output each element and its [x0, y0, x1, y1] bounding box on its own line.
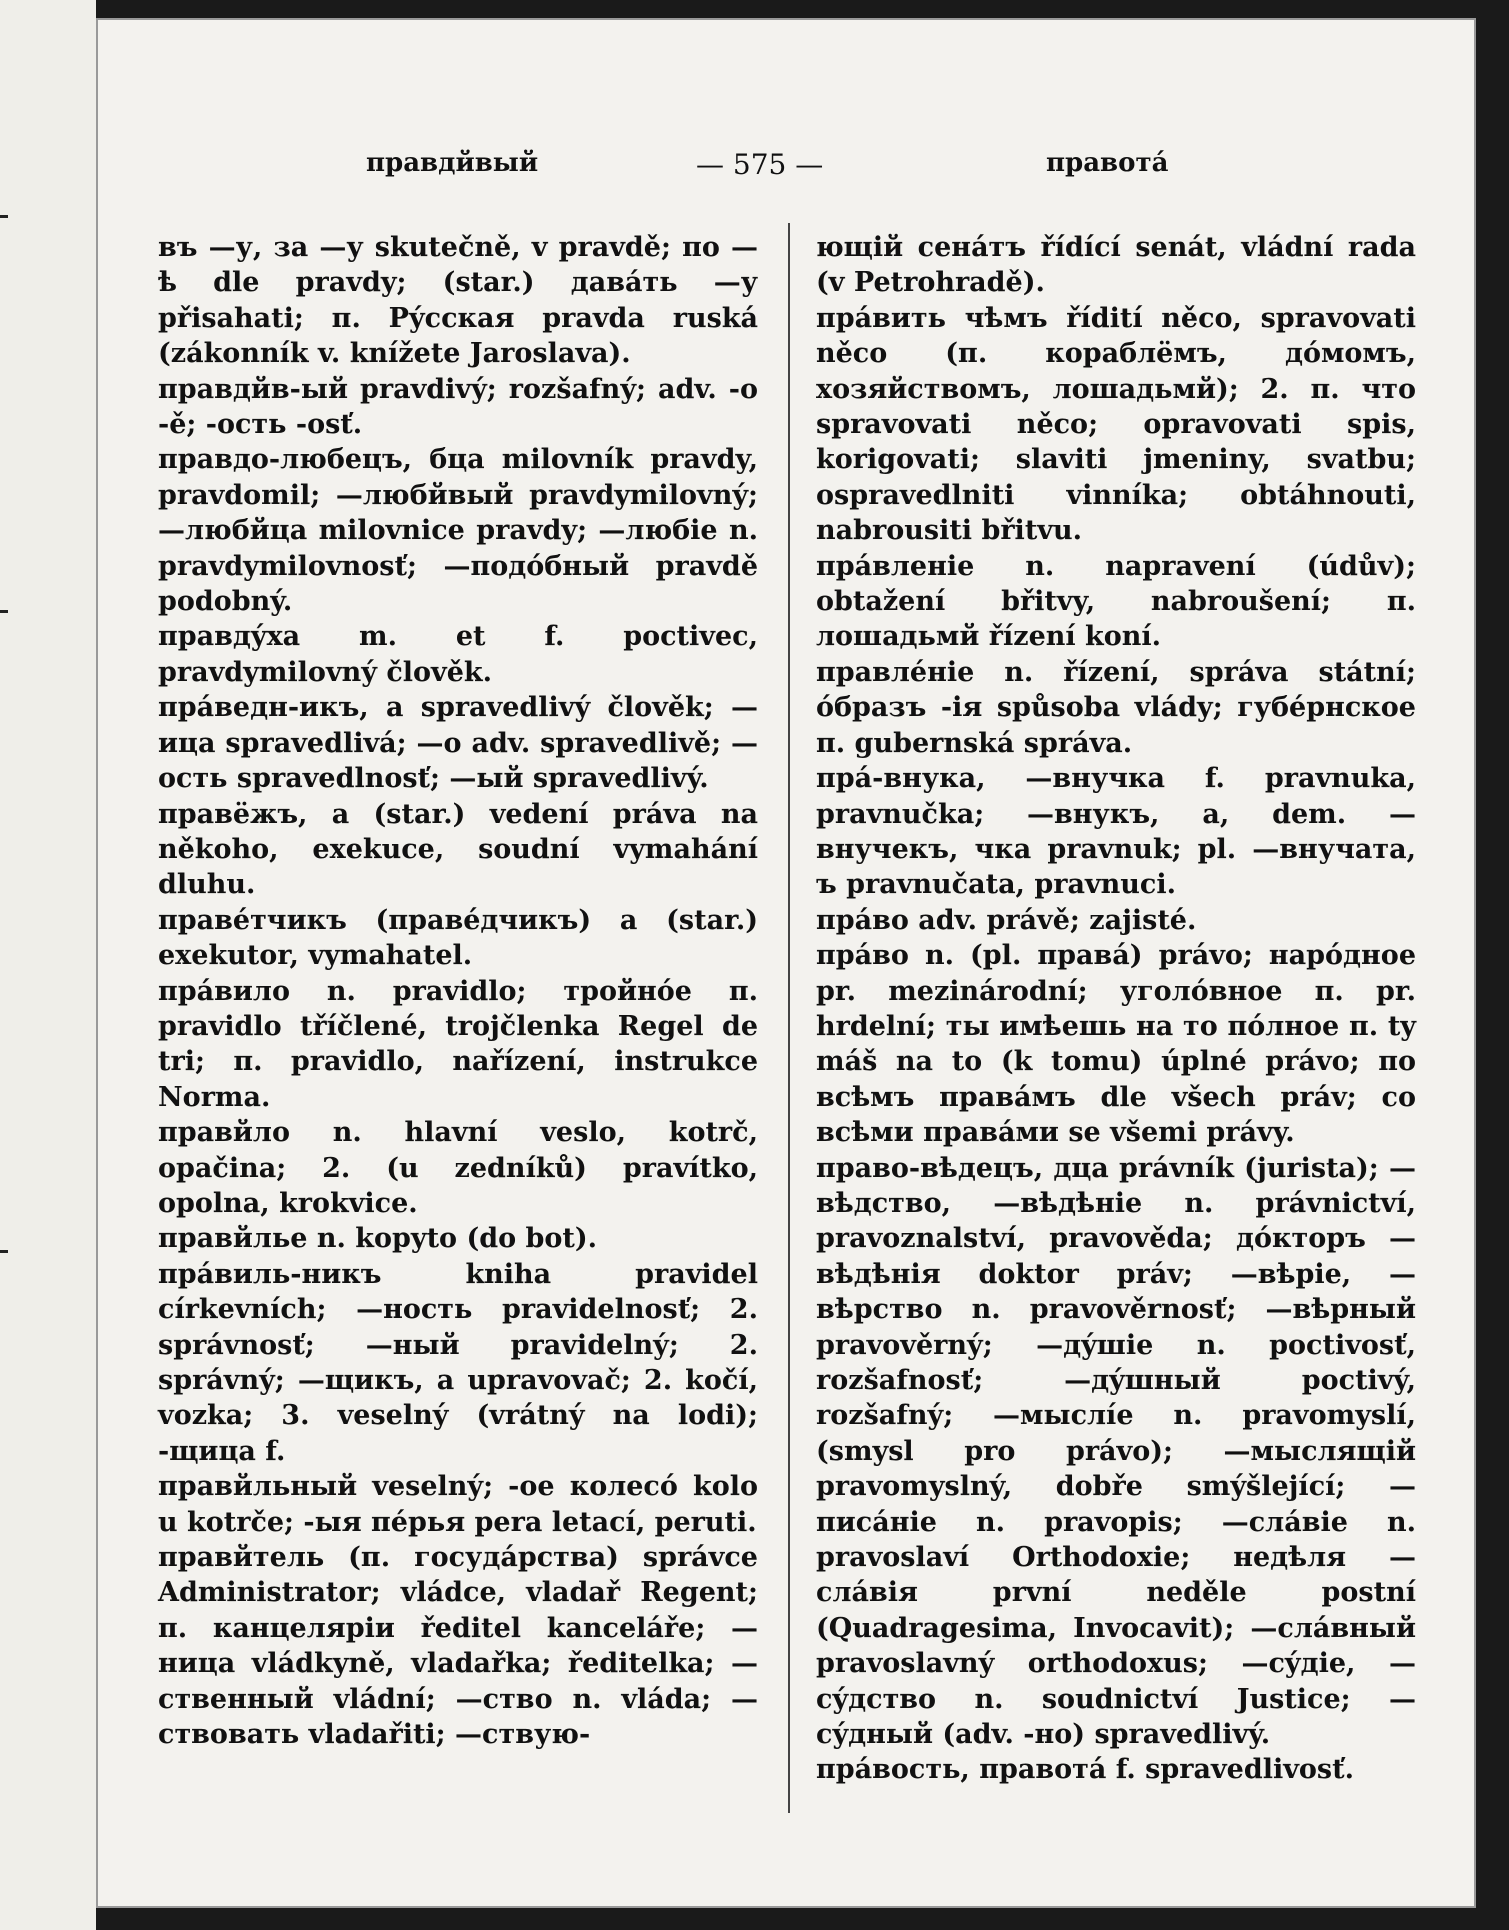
- dictionary-entry: правлéніе n. řízení, správa státní; óбразъ -ія spůsoba vlády; губéрнское п. gubernská správa.: [816, 656, 1416, 759]
- dictionary-entry: прáвить чѣмъ řídití něco, spravovati něco (п. кораблёмъ, дóмомъ, хозяйствомъ, лошадьмй); 2. п. что spravovati něco; opravovati spis, korigovati; slaviti jmeniny, svatbu; ospravedlniti vinníka; obtáhnouti, nabrousiti břitvu.: [816, 302, 1416, 547]
- dictionary-entry: прáвость, правотá f. spravedlivosť.: [816, 1754, 1355, 1786]
- dictionary-entry: правёжъ, а (star.) vedení práva na někoho, exekuce, soudní vymahání dluhu.: [158, 798, 758, 901]
- dictionary-entry: ющій сенáтъ řídící senát, vládní rada (v Petrohradě).: [816, 232, 1416, 299]
- left-column: [158, 230, 758, 1752]
- dictionary-entry: правдо-любецъ, бца milovník pravdy, pravdomil; —любйвый pravdymilovný; —любйца milovnice pravdy; —любіе n. pravdymilovnosť; —подóбный pravdě podobný.: [158, 444, 758, 618]
- right-column: [816, 230, 1416, 1788]
- header-left-guide-word: правдйвый: [366, 148, 539, 178]
- dictionary-entry: правйлье n. kopyto (do bot).: [158, 1223, 598, 1255]
- header-right-guide-word: правотá: [1046, 148, 1169, 178]
- dictionary-entry: правйльный veselný; -ое колесó kolo u kotrče; -ыя пéрья pera letací, peruti.: [158, 1471, 758, 1538]
- left-margin: [0, 0, 96, 1930]
- dictionary-entry: прáведн-икъ, а spravedlivý člověk; —ица spravedlivá; —о adv. spravedlivě; —ость spravedlnosť; —ый spravedlivý.: [158, 692, 758, 795]
- margin-mark: [0, 215, 8, 218]
- dictionary-entry: прáвило n. pravidlo; тройнóе п. pravidlo tříčlené, trojčlenka Regel de tri; п. pravidlo, nařízení, instrukce Norma.: [158, 975, 758, 1113]
- dictionary-entry: прáвленіе n. napravení (údův); obtažení břitvy, nabroušení; п. лошадьмй řízení koní.: [816, 550, 1416, 653]
- dictionary-entry: правйтель (п. госудáрства) správce Administrator; vládce, vladař Regent; п. канцеляріи ředitel kanceláře; —ница vládkyně, vladařka; ředitelka; —ственный vládní; —ство n. vláda; —ствовать vladařiti; —ствую-: [158, 1542, 758, 1751]
- dictionary-entry: прáво n. (pl. правá) právo; нарóдное pr. mezinárodní; уголóвное п. pr. hrdelní; ты имѣешь на то пóлное п. ty máš na to (k tomu) úplné právo; по всѣмъ правáмъ dle všech práv; со всѣми правáми se všemi právy.: [816, 940, 1416, 1149]
- margin-mark: [0, 1250, 8, 1253]
- dictionary-entry: прá-внука, —внучка f. pravnuka, pravnučka; —внукъ, а, dem. —внучекъ, чка pravnuk; pl. —внучата, ъ pravnučata, pravnuci.: [816, 763, 1416, 901]
- dictionary-entry: право-вѣдецъ, дца právník (jurista); —вѣдство, —вѣдѣніе n. právnictví, pravoznalství, pravověda; дóкторъ —вѣдѣнія doktor práv; —вѣріе, —вѣрство n. pravověrnosť; —вѣрный pravověrný; —дýшіе n. poctivosť, rozšafnosť; —дýшный poctivý, rozšafný; —мыслíе n. pravomyslí, (smysl pro právo); —мыслящій pravomyslný, dobře smýšlející; —писáніе n. pravopis; —слáвіе n. pravoslaví Orthodoxie; недѣля —слáвія první neděle postní (Quadragesima, Invocavit); —слáвный pravoslavný orthodoxus; —сýдіе, —сýдство n. soudnictví Justice; —сýдный (adv. -но) spravedlivý.: [816, 1152, 1416, 1751]
- dictionary-page: [96, 18, 1476, 1908]
- dictionary-entry: правйло n. hlavní veslo, kotrč, opačina; 2. (u zedníků) pravítko, opolna, krokvice.: [158, 1117, 758, 1219]
- margin-mark: [0, 610, 8, 613]
- dictionary-entry: прáво adv. právě; zajisté.: [816, 904, 1197, 936]
- dictionary-entry: правéтчикъ (правéдчикъ) а (star.) exekutor, vymahatel.: [158, 904, 758, 972]
- column-divider: [788, 223, 790, 1813]
- dictionary-entry: въ —у, за —у skutečně, v pravdě; по —ѣ dle pravdy; (star.) давáть —у přisahati; п. Рýсская pravda ruská (zákonník v. knížete Jaroslava).: [158, 232, 758, 370]
- page-number: — 575 —: [696, 148, 824, 181]
- dictionary-entry: прáвиль-никъ kniha pravidel církevních; —ность pravidelnosť; 2. správnosť; —ный pravidelný; 2. správný; —щикъ, а upravovač; 2. kočí, vozka; 3. veselný (vrátný na lodi); -щица f.: [158, 1258, 758, 1467]
- dictionary-entry: правдýха m. et f. poctivec, pravdymilovný člověk.: [158, 621, 758, 688]
- dictionary-entry: правдйв-ый pravdivý; rozšafný; adv. -о -ě; -ость -osť.: [158, 373, 758, 441]
